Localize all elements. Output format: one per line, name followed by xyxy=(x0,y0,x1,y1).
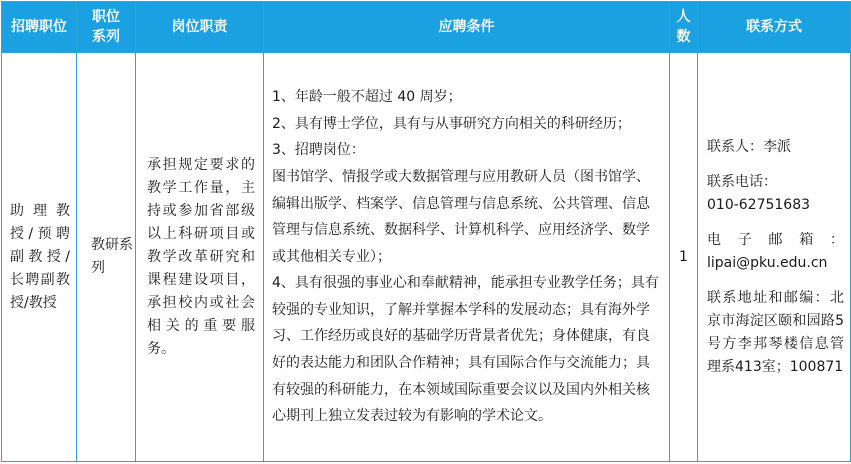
table-header-row xyxy=(2,2,851,53)
cell-duty: 承担规定要求的教学工作量，主持或参加省部级以上科研项目或教学改革研究和课程建设项目，承担校内或社会相关的重要服务。 xyxy=(136,53,264,462)
header-requirements: 应聘条件 xyxy=(264,2,670,53)
requirement-item: 3、招聘岗位： xyxy=(272,142,365,159)
contact-email: lipai@pku.edu.cn xyxy=(707,254,828,271)
header-duty: 岗位职责 xyxy=(136,2,264,53)
contact-email-label: 电子邮箱： xyxy=(707,231,844,248)
header-position: 招聘职位 xyxy=(2,2,77,53)
cell-count: 1 xyxy=(670,53,698,462)
recruitment-table xyxy=(1,1,851,462)
contact-phone-label: 联系电话： xyxy=(707,173,777,190)
table-row xyxy=(2,53,851,462)
contact-phone: 010-62751683 xyxy=(707,196,811,213)
cell-requirements xyxy=(264,53,670,462)
requirement-item: 图书馆学、情报学或大数据管理与应用教研人员（图书馆学、编辑出版学、档案学、信息管理与信息系统、公共管理、信息管理与信息系统、数据科学、计算机科学、应用经济学、数学或其他相关专业）； xyxy=(272,168,650,265)
header-contact: 联系方式 xyxy=(698,2,851,53)
cell-position: 助理教授/预聘副教授/长聘副教授/教授 xyxy=(2,53,77,462)
header-count: 人 数 xyxy=(670,2,698,53)
cell-series: 教研系列 xyxy=(77,53,136,462)
cell-contact xyxy=(698,53,851,462)
requirement-item: 2、具有博士学位，具有与从事研究方向相关的科研经历； xyxy=(272,115,631,132)
requirement-item: 4、具有很强的事业心和奉献精神，能承担专业教学任务；具有较强的专业知识，了解并掌握本学科的发展动态；具有海外学习、工作经历或良好的基础学历背景者优先；身体健康，有良好的表达能力和团队合作精神；具有国际合作与交流能力；具有较强的科研能力，在本领域国际重要会议以及国内外相关核心期刊上独立发表过较为有影响的学术论文。 xyxy=(272,275,659,425)
requirement-item: 1、年龄一般不超过 40 周岁； xyxy=(272,89,462,106)
contact-person: 联系人：李派 xyxy=(707,138,791,155)
header-series: 职位 系列 xyxy=(77,2,136,53)
contact-address: 联系地址和邮编：北京市海淀区颐和园路5号方李邦琴楼信息管理系413室；100871 xyxy=(707,289,844,375)
